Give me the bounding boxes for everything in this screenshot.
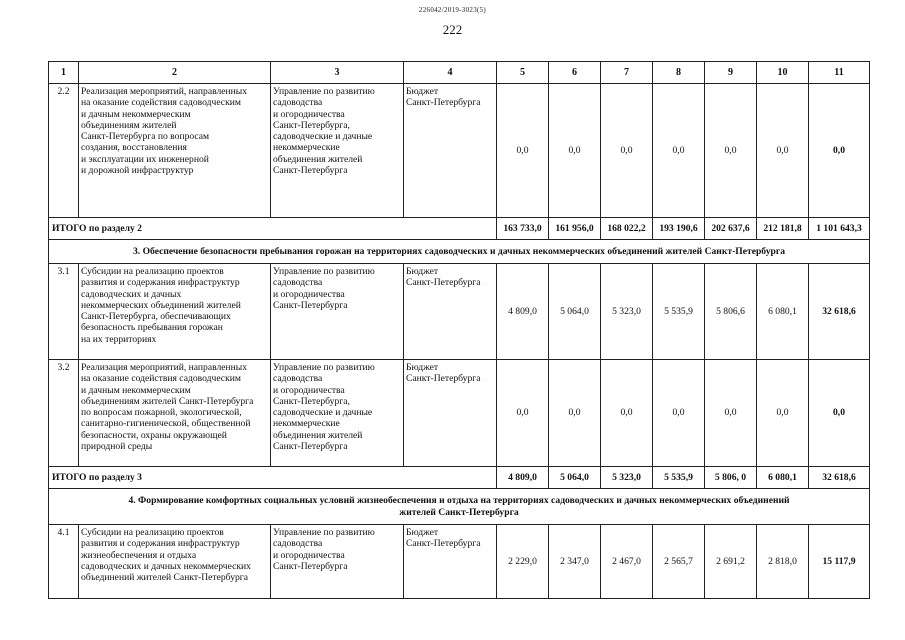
value-cell: 2 691,2 (705, 525, 757, 599)
value-cell: 0,0 (705, 360, 757, 467)
section-row (49, 240, 870, 264)
value-cell: 2 565,7 (653, 525, 705, 599)
total-cell: 32 618,6 (809, 467, 870, 489)
value-cell: 0,0 (757, 360, 809, 467)
value-cell: 5 806, 0 (705, 467, 757, 489)
document-number: 226042/2019-3023(5) (418, 6, 487, 14)
total-label: ИТОГО по разделу 2 (49, 218, 497, 240)
activity-name: Реализация мероприятий, направленных на оказание содействия садоводческим и дачным некоммерческим объединениям жителей Санкт-Петербурга по вопросам создания, восстановления и эксплуатации их инженерной и дорожной инфраструктур (79, 84, 271, 218)
total-row (49, 218, 870, 240)
header-row (49, 62, 870, 84)
value-cell: 212 181,8 (757, 218, 809, 240)
activity-name: Субсидии на реализацию проектов развития и содержания инфраструктур садоводческих и дачных некоммерческих объединений жителей Санкт-Петербурга, обеспечивающих безопасность пребывания горожан на их территориях (79, 264, 271, 360)
header-cell: 11 (809, 62, 870, 84)
value-cell: 4 809,0 (497, 467, 549, 489)
total-cell: 0,0 (809, 84, 870, 218)
funding-source: Бюджет Санкт-Петербурга (404, 360, 497, 467)
value-cell: 168 022,2 (601, 218, 653, 240)
value-cell: 5 323,0 (601, 264, 653, 360)
value-cell: 193 190,6 (653, 218, 705, 240)
value-cell: 2 347,0 (549, 525, 601, 599)
header-cell: 3 (271, 62, 404, 84)
header-cell: 10 (757, 62, 809, 84)
value-cell: 2 467,0 (601, 525, 653, 599)
funding-source: Бюджет Санкт-Петербурга (404, 84, 497, 218)
value-cell: 6 080,1 (757, 467, 809, 489)
header-cell: 1 (49, 62, 79, 84)
value-cell: 202 637,6 (705, 218, 757, 240)
header-cell: 2 (79, 62, 271, 84)
row-number: 3.2 (49, 360, 79, 467)
row-number: 4.1 (49, 525, 79, 599)
value-cell: 4 809,0 (497, 264, 549, 360)
value-cell: 0,0 (497, 360, 549, 467)
page-number: 222 (442, 22, 463, 37)
value-cell: 2 229,0 (497, 525, 549, 599)
section-title: 3. Обеспечение безопасности пребывания горожан на территориях садоводческих и дачных некоммерческих объединений жителей Санкт-Петербурга (49, 240, 870, 264)
activity-name: Субсидии на реализацию проектов развития и содержания инфраструктур жизнеобеспечения и отдыха садоводческих и дачных некоммерческих объединений жителей Санкт-Петербурга (79, 525, 271, 599)
value-cell: 161 956,0 (549, 218, 601, 240)
total-row (49, 467, 870, 489)
value-cell: 0,0 (653, 84, 705, 218)
executor: Управление по развитию садоводства и огородничества Санкт-Петербурга (271, 264, 404, 360)
total-cell: 0,0 (809, 360, 870, 467)
header-cell: 9 (705, 62, 757, 84)
value-cell: 5 535,9 (653, 467, 705, 489)
section-row (49, 489, 870, 525)
section-title: 4. Формирование комфортных социальных условий жизнеобеспечения и отдыха на территориях садоводческих и дачных некоммерческих объединений жителей Санкт-Петербурга (49, 489, 870, 525)
total-label: ИТОГО по разделу 3 (49, 467, 497, 489)
value-cell: 5 064,0 (549, 467, 601, 489)
value-cell: 0,0 (601, 360, 653, 467)
budget-table (48, 61, 870, 599)
value-cell: 163 733,0 (497, 218, 549, 240)
value-cell: 0,0 (705, 84, 757, 218)
value-cell: 0,0 (653, 360, 705, 467)
value-cell: 0,0 (497, 84, 549, 218)
value-cell: 0,0 (549, 360, 601, 467)
header-cell: 5 (497, 62, 549, 84)
executor: Управление по развитию садоводства и огородничества Санкт-Петербурга (271, 525, 404, 599)
value-cell: 0,0 (757, 84, 809, 218)
header-cell: 8 (653, 62, 705, 84)
table-row (49, 84, 870, 218)
table-row (49, 525, 870, 599)
activity-name: Реализация мероприятий, направленных на оказание содействия садоводческим и дачным некоммерческим объединениям жителей Санкт-Петербурга по вопросам пожарной, экологической, санитарно-гигиенической, общественной безопасности, охраны окружающей природной среды (79, 360, 271, 467)
value-cell: 0,0 (601, 84, 653, 218)
table-row (49, 360, 870, 467)
total-cell: 15 117,9 (809, 525, 870, 599)
executor: Управление по развитию садоводства и огородничества Санкт-Петербурга, садоводческие и дачные некоммерческие объединения жителей Санкт-Петербурга (271, 360, 404, 467)
total-cell: 1 101 643,3 (809, 218, 870, 240)
value-cell: 2 818,0 (757, 525, 809, 599)
total-cell: 32 618,6 (809, 264, 870, 360)
header-cell: 6 (549, 62, 601, 84)
funding-source: Бюджет Санкт-Петербурга (404, 525, 497, 599)
executor: Управление по развитию садоводства и огородничества Санкт-Петербурга, садоводческие и дачные некоммерческие объединения жителей Санкт-Петербурга (271, 84, 404, 218)
row-number: 3.1 (49, 264, 79, 360)
value-cell: 5 535,9 (653, 264, 705, 360)
value-cell: 5 323,0 (601, 467, 653, 489)
table-row (49, 264, 870, 360)
row-number: 2.2 (49, 84, 79, 218)
value-cell: 6 080,1 (757, 264, 809, 360)
header-cell: 4 (404, 62, 497, 84)
value-cell: 5 064,0 (549, 264, 601, 360)
value-cell: 0,0 (549, 84, 601, 218)
value-cell: 5 806,6 (705, 264, 757, 360)
funding-source: Бюджет Санкт-Петербурга (404, 264, 497, 360)
header-cell: 7 (601, 62, 653, 84)
